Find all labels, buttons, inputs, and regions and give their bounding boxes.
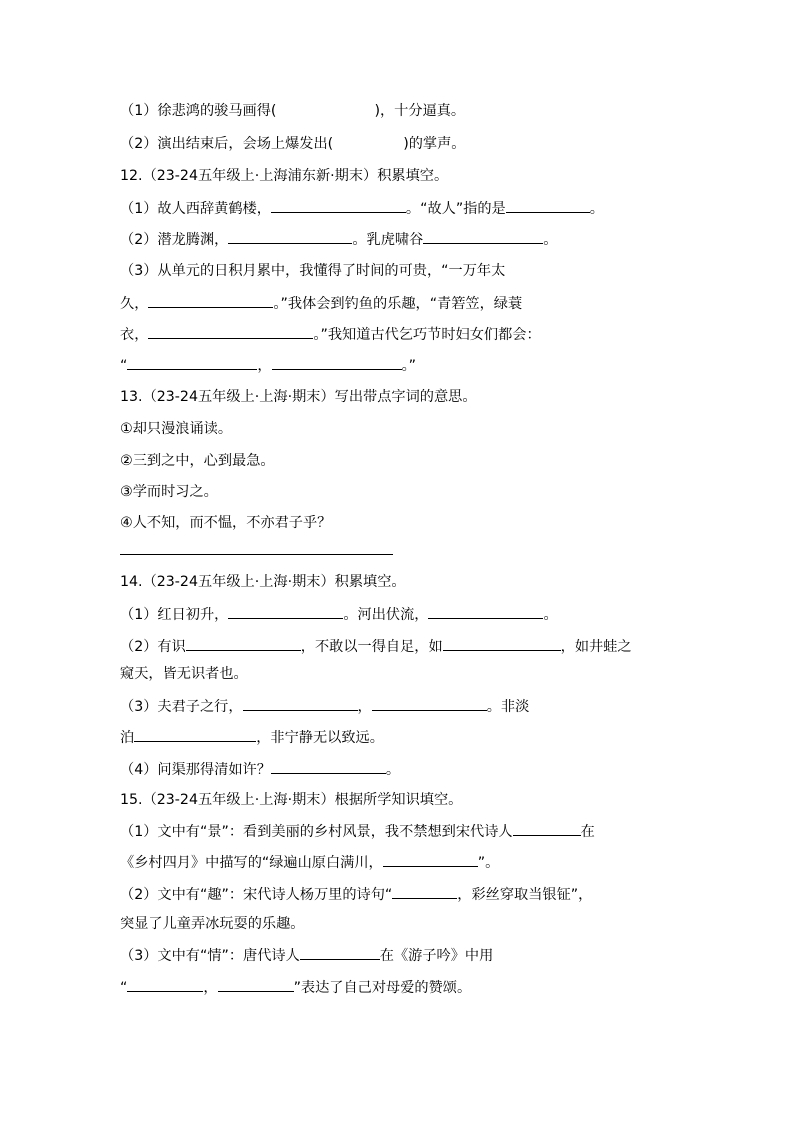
text: “ (120, 358, 128, 374)
text: 泊 (120, 730, 135, 746)
text: （1）故人西辞黄鹤楼， (120, 201, 271, 217)
text: 。 (589, 201, 604, 217)
answer-blank[interactable] (276, 101, 374, 115)
text: 。 (385, 762, 401, 778)
text: )，十分逼真。 (374, 103, 466, 119)
answer-blank[interactable] (513, 821, 581, 836)
answer-blank[interactable] (148, 324, 313, 339)
text: “ (120, 980, 128, 996)
answer-blank[interactable] (428, 604, 543, 619)
text: 久， (120, 296, 149, 312)
text: ，如井蛙之 (560, 639, 632, 655)
question-13-heading: 13.（23-24五年级上·上海·期末）写出带点字词的意思。 (120, 389, 477, 405)
text: 。 (543, 607, 558, 623)
question-15-heading: 15.（23-24五年级上·上海·期末）根据所学知识填空。 (120, 792, 463, 808)
text: 。河出伏流， (343, 607, 429, 623)
text: （2）文中有“趣”：宋代诗人杨万里的诗句“ (120, 887, 393, 903)
q13-item-4: ④人不知，而不愠，不亦君子乎？ (120, 515, 332, 531)
answer-blank[interactable] (228, 229, 352, 244)
q14-item-3-cont (120, 727, 384, 747)
text: （2）有识 (120, 639, 186, 655)
answer-blank[interactable] (271, 198, 406, 213)
q14-item-1 (120, 604, 558, 624)
answer-blank[interactable] (506, 198, 590, 213)
answer-blank[interactable] (218, 977, 294, 992)
q12-item-3: （3）从单元的日积月累中，我懂得了时间的可贵，“一万年太 (120, 263, 506, 279)
answer-blank[interactable] (127, 977, 203, 992)
q13-item-3: ③学而时习之。 (120, 484, 218, 500)
text: 衣， (120, 327, 149, 343)
text: 。 (543, 232, 558, 248)
text: （1）文中有“景”：看到美丽的乡村风景，我不禁想到宋代诗人 (120, 824, 513, 840)
q15-item-1 (120, 821, 595, 841)
text: 在 (580, 824, 595, 840)
text: （2）潜龙腾渊， (120, 232, 229, 248)
answer-blank[interactable] (300, 945, 380, 960)
text: （4）问渠那得清如许？ (120, 762, 271, 778)
q12-item-3-cont (120, 293, 522, 313)
q14-item-4 (120, 759, 400, 779)
q11-item-1 (120, 101, 465, 121)
text: 。非淡 (486, 699, 530, 715)
text: ， (257, 358, 272, 374)
text: （1）徐悲鸿的骏马画得( (120, 103, 277, 119)
q14-item-3 (120, 696, 529, 716)
answer-blank[interactable] (271, 759, 386, 774)
q11-item-2 (120, 134, 466, 154)
text: ，非宁静无以致远。 (256, 730, 384, 746)
q14-item-2 (120, 636, 632, 656)
text: （3）夫君子之行， (120, 699, 243, 715)
answer-blank[interactable] (148, 293, 273, 308)
answer-blank[interactable] (392, 884, 457, 899)
text: ， (357, 699, 372, 715)
q15-item-3-cont (120, 977, 471, 997)
answer-blank[interactable] (372, 696, 487, 711)
answer-blank[interactable] (134, 727, 256, 742)
text: 。“故人”指的是 (405, 201, 506, 217)
text: ，不敢以一得自足，如 (300, 639, 443, 655)
q12-item-3-cont (120, 355, 416, 375)
q15-item-3 (120, 945, 493, 965)
q15-item-1-cont (120, 852, 499, 872)
answer-blank[interactable] (186, 636, 301, 651)
answer-blank[interactable] (243, 696, 358, 711)
text: 。乳虎啸谷 (352, 232, 424, 248)
answer-blank[interactable] (228, 604, 343, 619)
text: （3）文中有“情”：唐代诗人 (120, 948, 300, 964)
answer-blank[interactable] (127, 355, 257, 370)
q14-item-2-cont: 窥天，皆无识者也。 (120, 666, 248, 682)
answer-blank[interactable] (383, 852, 478, 867)
q12-item-2 (120, 229, 558, 249)
text: （1）红日初升， (120, 607, 229, 623)
text: （2）演出结束后，会场上爆发出( (120, 136, 334, 152)
text: 。”我体会到钓鱼的乐趣，“青箬笠，绿蓑 (273, 296, 523, 312)
question-14-heading: 14.（23-24五年级上·上海·期末）积累填空。 (120, 574, 406, 590)
text: ，彩丝穿取当银钲”， (457, 887, 593, 903)
text: 《乡村四月》中描写的“绿遍山原白满川， (120, 855, 383, 871)
question-12-heading: 12.（23-24五年级上·上海浦东新·期末）积累填空。 (120, 168, 449, 184)
text: ”。 (477, 855, 500, 871)
q12-item-1 (120, 198, 604, 218)
text: ”表达了自己对母爱的赞颂。 (293, 980, 472, 996)
answer-blank[interactable] (423, 229, 543, 244)
q12-item-3-cont (120, 324, 541, 344)
q15-item-2-cont: 突显了儿童弄冰玩耍的乐趣。 (120, 916, 305, 932)
text: 在《游子吟》中用 (379, 948, 494, 964)
text: 。” (401, 358, 417, 374)
q13-item-1: ①却只漫浪诵读。 (120, 421, 233, 437)
answer-blank[interactable] (272, 355, 402, 370)
text: ， (203, 980, 218, 996)
answer-blank[interactable] (333, 134, 403, 148)
text: 。”我知道古代乞巧节时妇女们都会： (313, 327, 541, 343)
q13-answer-line[interactable] (120, 554, 393, 555)
q13-item-2: ②三到之中，心到最急。 (120, 453, 275, 469)
text: )的掌声。 (403, 136, 466, 152)
q15-item-2 (120, 884, 592, 904)
answer-blank[interactable] (443, 636, 561, 651)
